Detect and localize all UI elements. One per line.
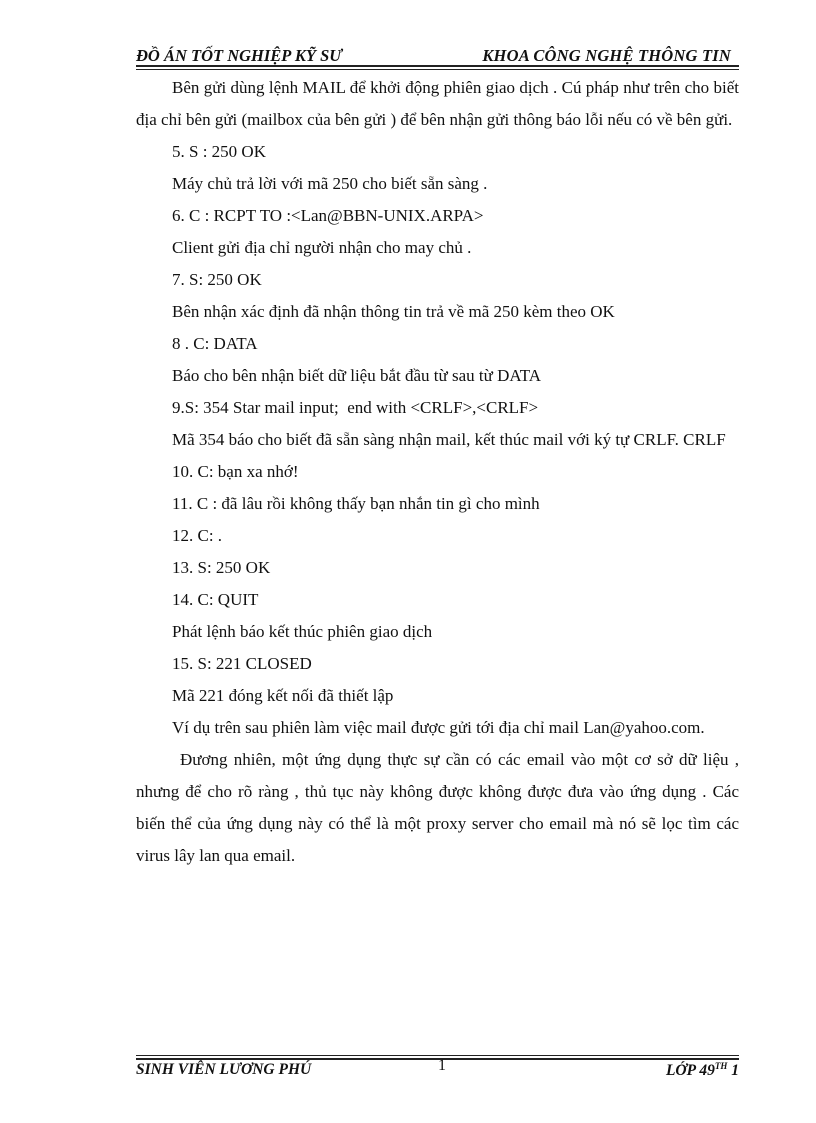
paragraph-mail-command: Bên gửi dùng lệnh MAIL để khởi động phiên giao dịch . Cú pháp như trên cho biết địa chỉ bên gửi (mailbox của bên gửi ) để bên nhận gửi thông báo lỗi nếu có về bên gửi. xyxy=(136,78,739,129)
line-client-dot: 12. C: . xyxy=(172,526,223,545)
line-data-begins: Báo cho bên nhận biết dữ liệu bắt đầu từ sau từ DATA xyxy=(172,366,542,385)
footer-class-prefix: LỚP 49 xyxy=(665,1062,715,1080)
footer-class-sup: TH xyxy=(714,1061,728,1071)
page-footer xyxy=(136,1057,739,1084)
paragraph-example-result: Ví dụ trên sau phiên làm việc mail được gửi tới địa chỉ mail Lan@yahoo.com. xyxy=(172,718,705,737)
line-client-sends-recipient: Client gửi địa chỉ người nhận cho may chủ . xyxy=(172,238,472,257)
footer-class xyxy=(666,1061,739,1080)
line-server-354: 9.S: 354 Star mail input; end with <CRLF>,<CRLF> xyxy=(172,398,539,417)
header-faculty: KHOA CÔNG NGHỆ THÔNG TIN xyxy=(482,46,731,65)
line-server-ready: Máy chủ trả lời với mã 250 cho biết sẵn sàng . xyxy=(172,174,488,193)
footer-student-name: SINH VIÊN LƯƠNG PHÚ xyxy=(136,1061,312,1078)
line-server-221-closed: 15. S: 221 CLOSED xyxy=(172,654,312,673)
line-server-250-ok-1: 5. S : 250 OK xyxy=(172,142,266,161)
page-header xyxy=(136,44,739,66)
paragraph-354-explanation: Mã 354 báo cho biết đã sẵn sàng nhận mail, kết thúc mail với ký tự CRLF. CRLF xyxy=(172,430,726,449)
line-end-session: Phát lệnh báo kết thúc phiên giao dịch xyxy=(172,622,433,641)
paragraph-conclusion: Đương nhiên, một ứng dụng thực sự cần có các email vào một cơ sở dữ liệu , nhưng để cho rõ ràng , thủ tục này không được không được đưa vào ứng dụng . Các biến thể của ứng dụng này có thể là một proxy server cho email mà nó sẽ lọc tìm các virus lây lan qua email. xyxy=(136,750,739,865)
line-client-quit: 14. C: QUIT xyxy=(172,590,259,609)
page-number: 1 xyxy=(438,1057,446,1074)
line-receiver-confirms: Bên nhận xác định đã nhận thông tin trả về mã 250 kèm theo OK xyxy=(172,302,615,321)
line-rcpt-to: 6. C : RCPT TO :<Lan@BBN-UNIX.ARPA> xyxy=(172,206,484,225)
line-server-250-ok-2: 7. S: 250 OK xyxy=(172,270,262,289)
footer-class-suffix: 1 xyxy=(727,1062,739,1080)
line-server-250-ok-3: 13. S: 250 OK xyxy=(172,558,271,577)
line-221-explanation: Mã 221 đóng kết nối đã thiết lập xyxy=(172,686,394,705)
footer-rule-thin xyxy=(136,1055,739,1056)
line-client-message-2: 11. C : đã lâu rồi không thấy bạn nhắn tin gì cho mình xyxy=(172,494,540,513)
header-rule xyxy=(136,65,739,67)
line-client-message-1: 10. C: bạn xa nhớ! xyxy=(172,462,299,481)
line-client-data: 8 . C: DATA xyxy=(172,334,258,353)
page-body xyxy=(136,72,739,872)
header-thesis-title: ĐỒ ÁN TỐT NGHIỆP KỸ SƯ xyxy=(136,46,343,65)
header-rule-thin xyxy=(136,69,739,70)
